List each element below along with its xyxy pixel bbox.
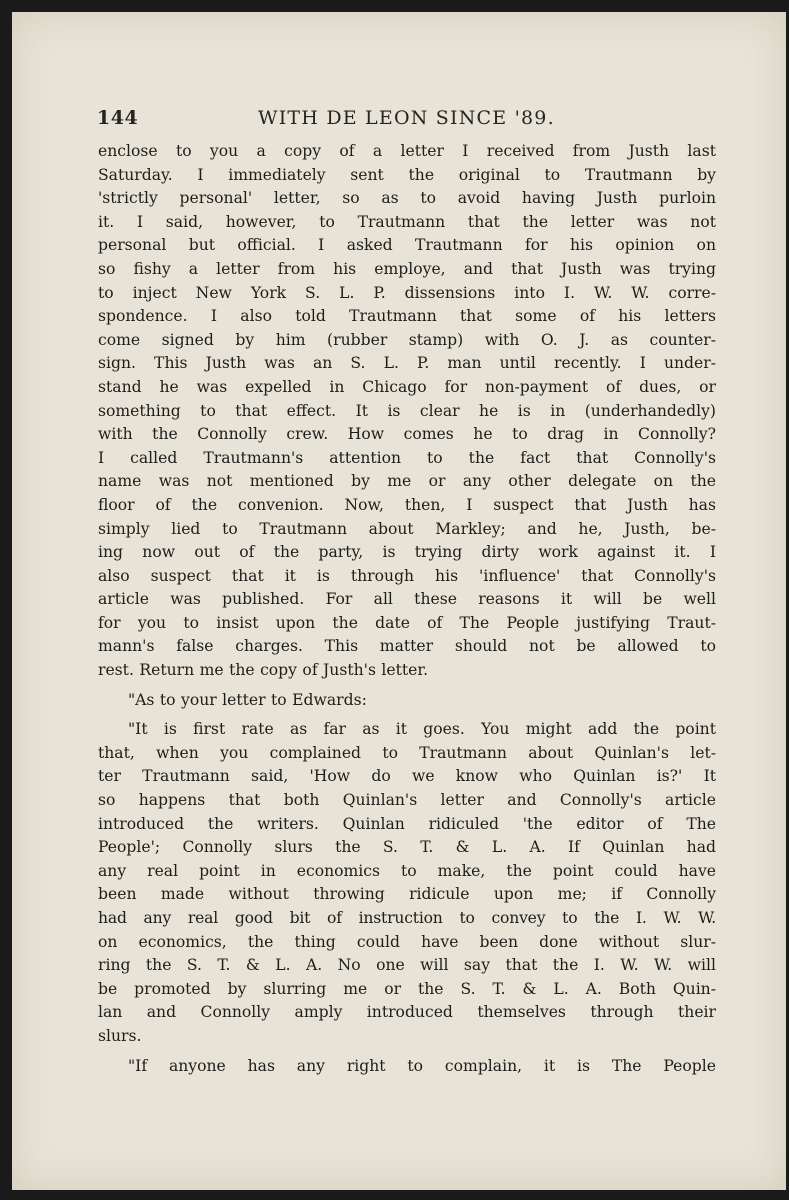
- text-line: any real point in economics to make, the point could have: [98, 861, 716, 880]
- text-line: "It is first rate as far as it goes. You might add the point: [128, 720, 716, 739]
- text-line: simply lied to Trautmann about Markley; and he, Justh, be-: [98, 519, 716, 538]
- text-line: slurs.: [98, 1026, 142, 1045]
- text-line: "As to your letter to Edwards:: [128, 690, 367, 709]
- text-line: be promoted by slurring me or the S. T. & L. A. Both Quin-: [98, 979, 716, 998]
- text-line: mann's false charges. This matter should not be allowed to: [98, 637, 716, 656]
- text-line: also suspect that it is through his 'influence' that Connolly's: [98, 566, 716, 585]
- text-line: ing now out of the party, is trying dirty work against it. I: [98, 543, 716, 562]
- text-line: 'strictly personal' letter, so as to avoid having Justh purloin: [98, 189, 716, 208]
- page-header: [12, 107, 786, 135]
- text-line: for you to insist upon the date of The People justifying Traut-: [98, 613, 716, 632]
- text-line: People'; Connolly slurs the S. T. & L. A. If Quinlan had: [98, 838, 716, 857]
- text-line: that, when you complained to Trautmann about Quinlan's let-: [98, 743, 716, 762]
- text-line: to inject New York S. L. P. dissensions into I. W. W. corre-: [98, 283, 716, 302]
- text-line: spondence. I also told Trautmann that some of his letters: [98, 307, 716, 326]
- body-text: [98, 140, 716, 1078]
- text-line: stand he was expelled in Chicago for non-payment of dues, or: [98, 377, 716, 396]
- text-line: Saturday. I immediately sent the original to Trautmann by: [98, 165, 716, 184]
- text-line: been made without throwing ridicule upon me; if Connolly: [98, 885, 716, 904]
- text-line: name was not mentioned by me or any other delegate on the: [98, 472, 716, 491]
- text-line: sign. This Justh was an S. L. P. man until recently. I under-: [98, 354, 716, 373]
- text-line: lan and Connolly amply introduced themselves through their: [98, 1003, 716, 1022]
- text-line: floor of the convenion. Now, then, I suspect that Justh has: [98, 495, 716, 514]
- book-page: [12, 12, 786, 1190]
- text-line: on economics, the thing could have been done without slur-: [98, 932, 716, 951]
- running-head: WITH DE LEON SINCE '89.: [258, 107, 555, 129]
- text-line: enclose to you a copy of a letter I received from Justh last: [98, 142, 716, 160]
- text-line: it. I said, however, to Trautmann that the letter was not: [98, 212, 716, 231]
- text-line: come signed by him (rubber stamp) with O. J. as counter-: [98, 330, 716, 349]
- text-line: with the Connolly crew. How comes he to drag in Connolly?: [98, 425, 716, 444]
- text-line: something to that effect. It is clear he is in (underhandedly): [98, 401, 716, 420]
- text-line: ter Trautmann said, 'How do we know who Quinlan is?' It: [98, 767, 716, 786]
- text-line: so fishy a letter from his employe, and that Justh was trying: [98, 259, 716, 278]
- text-line: article was published. For all these reasons it will be well: [98, 590, 716, 609]
- text-line: personal but official. I asked Trautmann for his opinion on: [98, 236, 716, 255]
- text-line: introduced the writers. Quinlan ridiculed 'the editor of The: [98, 814, 716, 833]
- page-number: 144: [97, 107, 139, 129]
- text-line: so happens that both Quinlan's letter and Connolly's article: [98, 791, 716, 810]
- text-line: "If anyone has any right to complain, it is The People: [128, 1056, 716, 1075]
- text-line: had any real good bit of instruction to convey to the I. W. W.: [98, 909, 716, 927]
- text-line: I called Trautmann's attention to the fact that Connolly's: [98, 448, 716, 467]
- text-line: ring the S. T. & L. A. No one will say that the I. W. W. will: [98, 956, 716, 975]
- text-line: rest. Return me the copy of Justh's letter.: [98, 661, 429, 680]
